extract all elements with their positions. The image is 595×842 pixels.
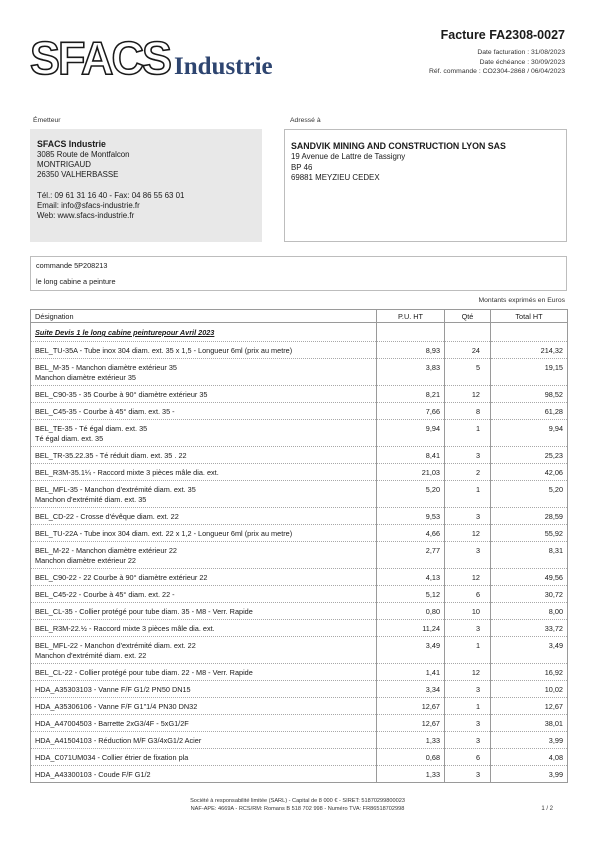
- designation-text: BEL_M-35 - Manchon diamètre extérieur 35: [35, 363, 177, 372]
- line-quantity: 3: [445, 732, 491, 749]
- line-total: 42,06: [491, 464, 568, 481]
- line-total: 9,94: [491, 420, 568, 447]
- line-quantity: 3: [445, 508, 491, 525]
- line-unit-price: 8,21: [377, 386, 445, 403]
- section-title: Suite Devis 1 le long cabine peinturepour Avril 2023: [31, 323, 377, 342]
- order-number-note: commande 5P208213: [36, 261, 108, 270]
- line-unit-price: 11,24: [377, 620, 445, 637]
- issuer-label: Émetteur: [33, 117, 61, 124]
- designation-text: Té égal diam. ext. 35: [35, 433, 104, 443]
- table-row: [31, 698, 568, 715]
- designation-text: BEL_CL-35 - Collier protégé pour tube diam. 35 - M8 - Verr. Rapide: [35, 607, 253, 616]
- line-quantity: 2: [445, 464, 491, 481]
- line-total: 38,01: [491, 715, 568, 732]
- line-quantity: 6: [445, 586, 491, 603]
- table-row: [31, 664, 568, 681]
- line-quantity: 3: [445, 620, 491, 637]
- line-quantity: 24: [445, 342, 491, 359]
- line-unit-price: 8,41: [377, 447, 445, 464]
- line-designation: [31, 525, 377, 542]
- table-row: [31, 386, 568, 403]
- line-total: 5,20: [491, 481, 568, 508]
- line-designation: [31, 508, 377, 525]
- line-total: 3,49: [491, 637, 568, 664]
- line-total: 214,32: [491, 342, 568, 359]
- line-unit-price: 3,49: [377, 637, 445, 664]
- line-designation: [31, 464, 377, 481]
- line-unit-price: 8,93: [377, 342, 445, 359]
- designation-text: BEL_MFL-22 - Manchon d'extrémité diam. ext. 22: [35, 641, 196, 650]
- invoice-lines-table: [30, 309, 568, 783]
- line-total: 10,02: [491, 681, 568, 698]
- table-row: [31, 447, 568, 464]
- issuer-box: [30, 129, 262, 242]
- recipient-address-line: 19 Avenue de Lattre de Tassigny: [291, 152, 406, 161]
- line-quantity: 3: [445, 542, 491, 569]
- line-unit-price: 3,34: [377, 681, 445, 698]
- line-designation: [31, 403, 377, 420]
- invoice-header: [429, 28, 565, 77]
- recipient-address-line: BP 46: [291, 162, 313, 172]
- invoice-title: Facture FA2308-0027: [440, 28, 565, 42]
- line-quantity: 1: [445, 637, 491, 664]
- line-quantity: 3: [445, 766, 491, 783]
- line-quantity: 12: [445, 386, 491, 403]
- section-row: [31, 323, 568, 342]
- designation-text: HDA_A35303103 - Vanne F/F G1/2 PN50 DN15: [35, 685, 191, 694]
- designation-text: Manchon d'extrémité diam. ext. 22: [35, 650, 147, 660]
- line-total: 28,59: [491, 508, 568, 525]
- table-row: [31, 403, 568, 420]
- designation-text: BEL_TU-35A - Tube inox 304 diam. ext. 35 x 1,5 - Longueur 6ml (prix au metre): [35, 346, 293, 355]
- line-designation: [31, 664, 377, 681]
- designation-text: BEL_C90-22 - 22 Courbe à 90° diamètre extérieur 22: [35, 573, 208, 582]
- line-designation: [31, 342, 377, 359]
- line-designation: [31, 359, 377, 386]
- line-quantity: 10: [445, 603, 491, 620]
- line-total: 25,23: [491, 447, 568, 464]
- project-note: le long cabine a peinture: [36, 276, 116, 286]
- table-row: [31, 637, 568, 664]
- line-quantity: 12: [445, 525, 491, 542]
- table-row: [31, 603, 568, 620]
- line-designation: [31, 749, 377, 766]
- order-notes: [30, 256, 567, 291]
- line-designation: [31, 386, 377, 403]
- line-total: 4,08: [491, 749, 568, 766]
- line-total: 55,92: [491, 525, 568, 542]
- table-row: [31, 732, 568, 749]
- line-unit-price: 3,83: [377, 359, 445, 386]
- line-quantity: 5: [445, 359, 491, 386]
- line-designation: [31, 569, 377, 586]
- legal-footer: [0, 798, 595, 813]
- table-row: [31, 620, 568, 637]
- table-row: [31, 525, 568, 542]
- designation-text: BEL_TE-35 - Té égal diam. ext. 35: [35, 424, 148, 433]
- column-header-total: Total HT: [491, 310, 568, 323]
- line-unit-price: 7,66: [377, 403, 445, 420]
- line-unit-price: 2,77: [377, 542, 445, 569]
- recipient-label: Adressé à: [290, 117, 321, 124]
- line-designation: [31, 766, 377, 783]
- line-unit-price: 0,68: [377, 749, 445, 766]
- line-quantity: 1: [445, 698, 491, 715]
- line-unit-price: 4,13: [377, 569, 445, 586]
- column-header-unit-price: P.U. HT: [377, 310, 445, 323]
- line-unit-price: 12,67: [377, 698, 445, 715]
- table-row: [31, 464, 568, 481]
- designation-text: BEL_CL-22 - Collier protégé pour tube diam. 22 - M8 - Verr. Rapide: [35, 668, 253, 677]
- line-quantity: 3: [445, 715, 491, 732]
- line-quantity: 1: [445, 481, 491, 508]
- line-unit-price: 1,33: [377, 766, 445, 783]
- designation-text: HDA_A43300103 - Coude F/F G1/2: [35, 770, 151, 779]
- line-designation: [31, 637, 377, 664]
- invoice-due-date: Date échéance : 30/09/2023: [479, 58, 565, 66]
- designation-text: Manchon d'extrémité diam. ext. 35: [35, 494, 147, 504]
- order-reference: Réf. commande : CO2304-2868 / 06/04/2023: [428, 68, 565, 76]
- line-designation: [31, 542, 377, 569]
- table-row: [31, 586, 568, 603]
- currency-note: Montants exprimés en Euros: [478, 297, 565, 304]
- table-row: [31, 569, 568, 586]
- table-row: [31, 681, 568, 698]
- designation-text: HDA_A41504103 - Réduction M/F G3/4xG1/2 Acier: [35, 736, 202, 745]
- svg-text:SFACS: SFACS: [30, 33, 171, 83]
- line-designation: [31, 420, 377, 447]
- line-total: 49,56: [491, 569, 568, 586]
- line-unit-price: 0,80: [377, 603, 445, 620]
- designation-text: BEL_C90-35 - 35 Courbe à 90° diamètre extérieur 35: [35, 390, 208, 399]
- line-quantity: 3: [445, 447, 491, 464]
- line-unit-price: 1,41: [377, 664, 445, 681]
- table-row: [31, 342, 568, 359]
- table-row: [31, 542, 568, 569]
- designation-text: BEL_C45-22 - Courbe à 45° diam. ext. 22 -: [35, 590, 175, 599]
- designation-text: BEL_M-22 - Manchon diamètre extérieur 22: [35, 546, 177, 555]
- table-header-row: [31, 310, 568, 323]
- company-logo: [30, 33, 290, 83]
- table-row: [31, 749, 568, 766]
- table-row: [31, 420, 568, 447]
- column-header-designation: Désignation: [31, 310, 377, 323]
- line-quantity: 12: [445, 664, 491, 681]
- line-unit-price: 12,67: [377, 715, 445, 732]
- line-unit-price: 4,66: [377, 525, 445, 542]
- line-total: 8,31: [491, 542, 568, 569]
- recipient-name: SANDVIK MINING AND CONSTRUCTION LYON SAS: [291, 141, 506, 151]
- line-unit-price: 5,12: [377, 586, 445, 603]
- invoice-date: Date facturation : 31/08/2023: [477, 49, 565, 56]
- line-total: 8,00: [491, 603, 568, 620]
- issuer-website: Web: www.sfacs-industrie.fr: [37, 211, 135, 221]
- line-total: 12,67: [491, 698, 568, 715]
- line-designation: [31, 603, 377, 620]
- line-unit-price: 1,33: [377, 732, 445, 749]
- designation-text: Manchon diamètre extérieur 22: [35, 555, 136, 565]
- line-unit-price: 5,20: [377, 481, 445, 508]
- recipient-box: [284, 129, 567, 242]
- designation-text: Manchon diamètre extérieur 35: [35, 372, 136, 382]
- table-row: [31, 481, 568, 508]
- designation-text: BEL_R3M-22.½ - Raccord mixte 3 pièces mâle dia. ext.: [35, 624, 215, 633]
- designation-text: BEL_TU-22A - Tube inox 304 diam. ext. 22 x 1,2 - Longueur 6ml (prix au metre): [35, 529, 293, 538]
- line-total: 30,72: [491, 586, 568, 603]
- table-row: [31, 359, 568, 386]
- column-header-quantity: Qté: [445, 310, 491, 323]
- line-quantity: 6: [445, 749, 491, 766]
- table-row: [31, 766, 568, 783]
- line-total: 61,28: [491, 403, 568, 420]
- designation-text: HDA_A47004503 - Barrette 2xG3/4F - 5xG1/2F: [35, 719, 189, 728]
- line-total: 33,72: [491, 620, 568, 637]
- issuer-address-line: 26350 VALHERBASSE: [37, 170, 119, 180]
- recipient-address-line: 69881 MEYZIEU CEDEX: [291, 173, 380, 182]
- table-row: [31, 715, 568, 732]
- designation-text: BEL_TR-35.22.35 - Té réduit diam. ext. 35 . 22: [35, 451, 187, 460]
- line-designation: [31, 715, 377, 732]
- line-unit-price: 21,03: [377, 464, 445, 481]
- page-number: 1 / 2: [541, 806, 553, 812]
- line-quantity: 12: [445, 569, 491, 586]
- line-total: 3,99: [491, 766, 568, 783]
- issuer-phone: Tél.: 09 61 31 16 40 - Fax: 04 86 55 63 01: [37, 190, 185, 200]
- line-total: 98,52: [491, 386, 568, 403]
- designation-text: BEL_MFL-35 - Manchon d'extrémité diam. ext. 35: [35, 485, 196, 494]
- table-row: [31, 508, 568, 525]
- line-designation: [31, 447, 377, 464]
- line-designation: [31, 681, 377, 698]
- line-total: 16,92: [491, 664, 568, 681]
- issuer-address-line: 3085 Route de Montfalcon: [37, 150, 130, 159]
- line-total: 19,15: [491, 359, 568, 386]
- line-designation: [31, 481, 377, 508]
- issuer-name: SFACS Industrie: [37, 139, 106, 149]
- svg-text:Industrie: Industrie: [174, 53, 273, 80]
- line-designation: [31, 698, 377, 715]
- line-designation: [31, 732, 377, 749]
- logo-graphic: [30, 33, 290, 83]
- line-quantity: 3: [445, 681, 491, 698]
- designation-text: HDA_C071UM034 - Collier étrier de fixation pla: [35, 753, 189, 762]
- line-designation: [31, 620, 377, 637]
- issuer-email: Email: info@sfacs-industrie.fr: [37, 200, 140, 210]
- legal-footer-line: NAF-APE: 4669A - RCS/RM: Romans B 518 702 998 - Numéro TVA: FR86518702998: [190, 805, 405, 812]
- legal-footer-line: Société à responsabilité limitée (SARL) - Capital de 8 000 € - SIRET: 51870299800023: [190, 798, 405, 804]
- line-quantity: 1: [445, 420, 491, 447]
- line-unit-price: 9,53: [377, 508, 445, 525]
- issuer-address-line: MONTRIGAUD: [37, 160, 91, 170]
- designation-text: BEL_CD-22 - Crosse d'évêque diam. ext. 22: [35, 512, 179, 521]
- line-unit-price: 9,94: [377, 420, 445, 447]
- designation-text: BEL_R3M-35.1¼ - Raccord mixte 3 pièces mâle dia. ext.: [35, 468, 219, 477]
- designation-text: HDA_A35306106 - Vanne F/F G1"1/4 PN30 DN32: [35, 702, 198, 711]
- line-designation: [31, 586, 377, 603]
- designation-text: BEL_C45-35 - Courbe à 45° diam. ext. 35 -: [35, 407, 175, 416]
- line-quantity: 8: [445, 403, 491, 420]
- line-total: 3,99: [491, 732, 568, 749]
